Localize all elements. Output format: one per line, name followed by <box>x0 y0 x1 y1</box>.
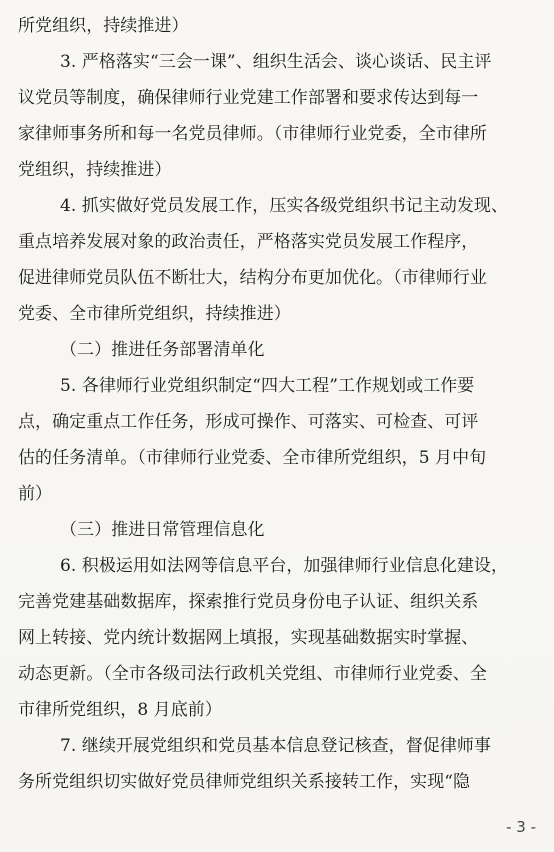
text-line-19: 动态更新。（全市各级司法行政机关党组、市律师行业党委、全 <box>18 664 487 684</box>
text-line-20: 市律所党组织，8 月底前） <box>18 700 222 720</box>
text-line-12: 点，确定重点工作任务，形成可操作、可落实、可检查、可评 <box>18 412 479 432</box>
text-line-1: 所党组织，持续推进） <box>18 16 189 36</box>
text-line-7: 重点培养发展对象的政治责任，严格落实党员发展工作程序， <box>18 232 479 252</box>
text-line-11: 5. 各律师行业党组织制定“四大工程”工作规划或工作要 <box>60 376 475 396</box>
text-line-5: 党组织，持续推进） <box>18 160 172 180</box>
section-heading-2: （二）推进任务部署清单化 <box>60 340 265 360</box>
text-line-8: 促进律师党员队伍不断壮大，结构分布更加优化。（市律师行业 <box>18 268 487 288</box>
text-line-9: 党委、全市律所党组织，持续推进） <box>18 304 291 324</box>
text-line-6: 4. 抓实做好党员发展工作，压实各级党组织书记主动发现、 <box>60 196 509 216</box>
text-line-17: 完善党建基础数据库，探索推行党员身份电子认证、组织关系 <box>18 592 479 612</box>
text-line-2: 3. 严格落实“三会一课”、组织生活会、谈心谈话、民主评 <box>60 52 492 72</box>
text-line-14: 前） <box>18 484 53 504</box>
text-line-3: 议党员等制度，确保律师行业党建工作部署和要求传达到每一 <box>18 88 479 108</box>
text-line-13: 估的任务清单。（市律师行业党委、全市律所党组织，5 月中旬 <box>18 448 487 468</box>
section-heading-3: （三）推进日常管理信息化 <box>60 520 265 540</box>
text-line-18: 网上转接、党内统计数据网上填报，实现基础数据实时掌握、 <box>18 628 479 648</box>
text-line-22: 务所党组织切实做好党员律师党组织关系接转工作，实现“隐 <box>18 772 471 792</box>
text-line-4: 家律师事务所和每一名党员律师。（市律师行业党委，全市律所 <box>18 124 487 144</box>
text-line-16: 6. 积极运用如法网等信息平台，加强律师行业信息化建设， <box>60 556 509 576</box>
page-number: - 3 - <box>506 818 536 836</box>
text-line-21: 7. 继续开展党组织和党员基本信息登记核查，督促律师事 <box>60 736 491 756</box>
